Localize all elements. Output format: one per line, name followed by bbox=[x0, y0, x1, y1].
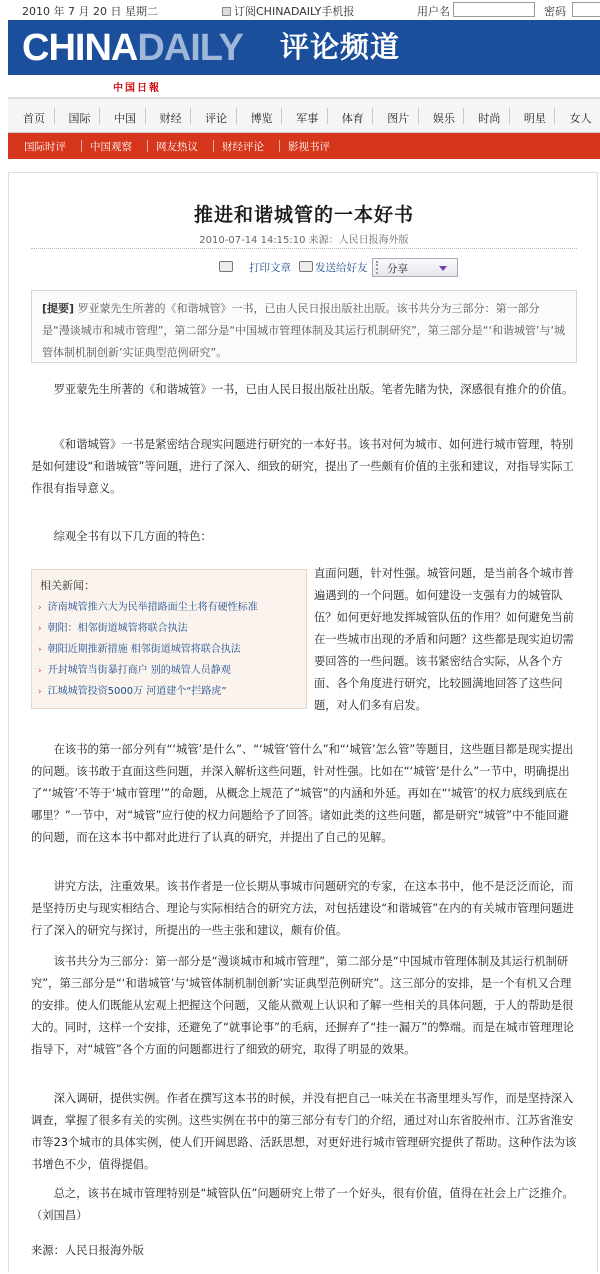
share-dropdown[interactable] bbox=[372, 258, 458, 277]
paragraph-8: 深入调研，提供实例。作者在撰写这本书的时候，并没有把自己一味关在书斋里埋头写作，而是坚持深入调查，掌握了很多有关的实例。这些实例在书中的第三部分有专门的介绍，通过对山东省胶州市、江苏省淮安市等23个城市的具体实例，使人们开阔思路、活跃思想，对更好进行城市管理研究提供了帮助。这种作法为该书增色不少，值得提倡。 bbox=[31, 1092, 577, 1171]
paragraph-5: 在该书的第一部分列有“‘城管’是什么”、“‘城管’管什么”和“‘城管’怎么管”等题目，这些题目都是现实提出的问题。该书敢于直面这些问题，并深入解析这些问题，针对性强。比如在“‘城管’是什么”一节中，明确提出了“‘城管’不等于‘城市管理’”的命题，从概念上规范了“城管”的内涵和外延。再如在“‘城管’的权力底线到底在哪里？”一节中，对“城管”应行使的权力问题给予了回答。诸如此类的这些问题，都是研究“城管”中不能回避的问题，而在这本书中都对此进行了认真的研究，并提出了自己的见解。 bbox=[31, 743, 574, 844]
divider bbox=[31, 248, 577, 249]
nav-item[interactable]: 女人 bbox=[569, 112, 592, 125]
sub-nav bbox=[8, 133, 600, 159]
abstract-text: 罗亚蒙先生所著的《和谐城管》一书，已由人民日报出版社出版。该书共分为三部分：第一部分是“漫谈城市和城市管理”，第二部分是“中国城市管理体制及其运行机制研究”，第三部分是“‘和谐城管’与‘城管体制机制创新’实证典型范例研究”。 bbox=[42, 302, 565, 359]
article-source: 来源：人民日报海外版 bbox=[31, 1244, 144, 1257]
main-nav bbox=[8, 97, 600, 133]
nav-separator bbox=[236, 108, 237, 124]
nav-separator bbox=[145, 108, 146, 124]
top-bar bbox=[0, 0, 600, 20]
nav-item[interactable]: 评论 bbox=[205, 112, 228, 125]
password-input[interactable] bbox=[572, 2, 600, 17]
related-news-heading: 相关新闻： bbox=[40, 579, 95, 592]
nav-separator bbox=[54, 108, 55, 124]
nav-separator bbox=[372, 108, 373, 124]
article-container bbox=[8, 172, 598, 1272]
related-news-item[interactable]: › 朝阳：相邻街道城管将联合执法 bbox=[38, 623, 188, 634]
mobile-icon bbox=[222, 7, 231, 16]
related-news-item[interactable]: › 江城城管投资5000万 河道建个“拦路虎” bbox=[38, 686, 227, 697]
subnav-item[interactable]: 中国观察 bbox=[90, 141, 132, 153]
related-news-box bbox=[31, 569, 307, 709]
nav-item[interactable]: 首页 bbox=[23, 112, 45, 125]
current-date: 2010 年 7 月 20 日 星期二 bbox=[22, 5, 158, 18]
subscribe-mobile-label: 订阅CHINADAILY手机报 bbox=[234, 5, 355, 18]
abstract-label: [提要] bbox=[42, 302, 75, 315]
nav-separator bbox=[99, 108, 100, 124]
subscribe-mobile-link[interactable] bbox=[222, 3, 354, 19]
nav-separator bbox=[190, 108, 191, 124]
email-icon[interactable] bbox=[299, 261, 313, 272]
article-title: 推进和谐城管的一本好书 bbox=[193, 204, 414, 226]
subnav-separator bbox=[147, 140, 148, 152]
related-news-item[interactable]: › 开封城管当街暴打商户 别的城管人员静观 bbox=[38, 665, 231, 676]
nav-item[interactable]: 军事 bbox=[296, 112, 319, 125]
paragraph-4: 直面问题，针对性强。城管问题，是当前各个城市普遍遇到的一个问题。如何建设一支强有力的城管队伍？如何更好地发挥城管队伍的作用？如何避免当前在一些城市出现的矛盾和问题？这些都是现实迫切需要回答的一些问题。该书紧密结合实际，从各个方面、各个角度进行研究，比较圆满地回答了这些问题，对人们多有启发。 bbox=[314, 567, 574, 712]
paragraph-6: 讲究方法，注重效果。该书作者是一位长期从事城市问题研究的专家，在这本书中，他不是泛泛而论，而是坚持历史与现实相结合、理论与实际相结合的研究方法，对包括建设“和谐城管”在内的有关城市管理问题进行了深入的研究与探讨，所提出的一些主张和建议，颇有价值。 bbox=[31, 880, 574, 937]
paragraph-7: 该书共分为三部分：第一部分是“漫谈城市和城市管理”，第二部分是“中国城市管理体制及其运行机制研究”，第三部分是“‘和谐城管’与‘城管体制机制创新’实证典型范例研究”。这三部分的安排，是一个有机又合理的安排。使人们既能从宏观上把握这个问题，又能从微观上认识和了解一些相关的具体问题，于人的帮助是很大的。同时，这样一个安排，还避免了“就事论事”的毛病，还摒弃了“挂一漏万”的弊端。而是在城市管理理论指导下，对“城管”各个方面的问题都进行了细致的研究，取得了明显的效果。 bbox=[31, 955, 575, 1056]
related-news-item[interactable]: › 济南城管推六大为民举措路面尘土将有硬性标准 bbox=[38, 602, 258, 613]
subnav-separator bbox=[213, 140, 214, 152]
nav-separator bbox=[281, 108, 282, 124]
chinadaily-logo[interactable]: CHINADAILY bbox=[22, 27, 243, 69]
username-input[interactable] bbox=[453, 2, 535, 17]
subnav-item[interactable]: 网友热议 bbox=[156, 141, 198, 153]
nav-item[interactable]: 财经 bbox=[159, 112, 182, 125]
subnav-item[interactable]: 影视书评 bbox=[288, 141, 330, 153]
send-to-friend-link[interactable]: 发送给好友 bbox=[315, 262, 368, 274]
paragraph-2: 《和谐城管》一书是紧密结合现实问题进行研究的一本好书。该书对何为城市、如何进行城市管理，特别是如何建设“和谐城管”等问题，进行了深入、细致的研究，提出了一些颇有价值的主张和建议，对指导实际工作很有指导意义。 bbox=[31, 438, 574, 495]
nav-separator bbox=[463, 108, 464, 124]
nav-item[interactable]: 时尚 bbox=[478, 112, 501, 125]
print-icon[interactable] bbox=[219, 261, 233, 272]
nav-separator bbox=[327, 108, 328, 124]
paragraph-1: 罗亚蒙先生所著的《和谐城管》一书，已由人民日报出版社出版。笔者先睹为快，深感很有推介的价值。 bbox=[53, 383, 574, 396]
related-news-item[interactable]: › 朝阳近期推新措施 相邻街道城管将联合执法 bbox=[38, 644, 241, 655]
paragraph-9: 总之，该书在城市管理特别是“城管队伍”问题研究上带了一个好头，很有价值，值得在社会上广泛推介。（刘国昌） bbox=[31, 1187, 574, 1222]
subnav-item[interactable]: 财经评论 bbox=[222, 141, 264, 153]
nav-item[interactable]: 体育 bbox=[341, 112, 364, 125]
chevron-down-icon bbox=[439, 266, 447, 271]
paragraph-3: 综观全书有以下几方面的特色： bbox=[53, 530, 212, 543]
nav-item[interactable]: 中国 bbox=[114, 112, 137, 125]
subnav-separator bbox=[81, 140, 82, 152]
nav-separator bbox=[554, 108, 555, 124]
nav-separator bbox=[509, 108, 510, 124]
subnav-item[interactable]: 国际时评 bbox=[24, 141, 66, 153]
site-header bbox=[8, 20, 600, 75]
subnav-separator bbox=[279, 140, 280, 152]
nav-item[interactable]: 娱乐 bbox=[432, 112, 455, 125]
channel-title: 评论频道 bbox=[280, 30, 401, 64]
share-grip-icon bbox=[376, 261, 383, 274]
china-daily-chinese-logo: 中国日報 bbox=[113, 83, 161, 94]
print-link[interactable]: 打印文章 bbox=[249, 262, 291, 274]
username-label: 用户名 bbox=[417, 5, 450, 18]
nav-item[interactable]: 国际 bbox=[68, 112, 91, 125]
nav-separator bbox=[418, 108, 419, 124]
article-meta: 2010-07-14 14:15:10 来源：人民日报海外版 bbox=[199, 235, 409, 246]
article-abstract bbox=[31, 290, 577, 363]
nav-item[interactable]: 图片 bbox=[387, 112, 410, 125]
share-label: 分享 bbox=[387, 263, 408, 275]
password-label: 密码 bbox=[544, 5, 566, 18]
nav-item[interactable]: 明星 bbox=[523, 112, 546, 125]
nav-item[interactable]: 博览 bbox=[250, 112, 273, 125]
